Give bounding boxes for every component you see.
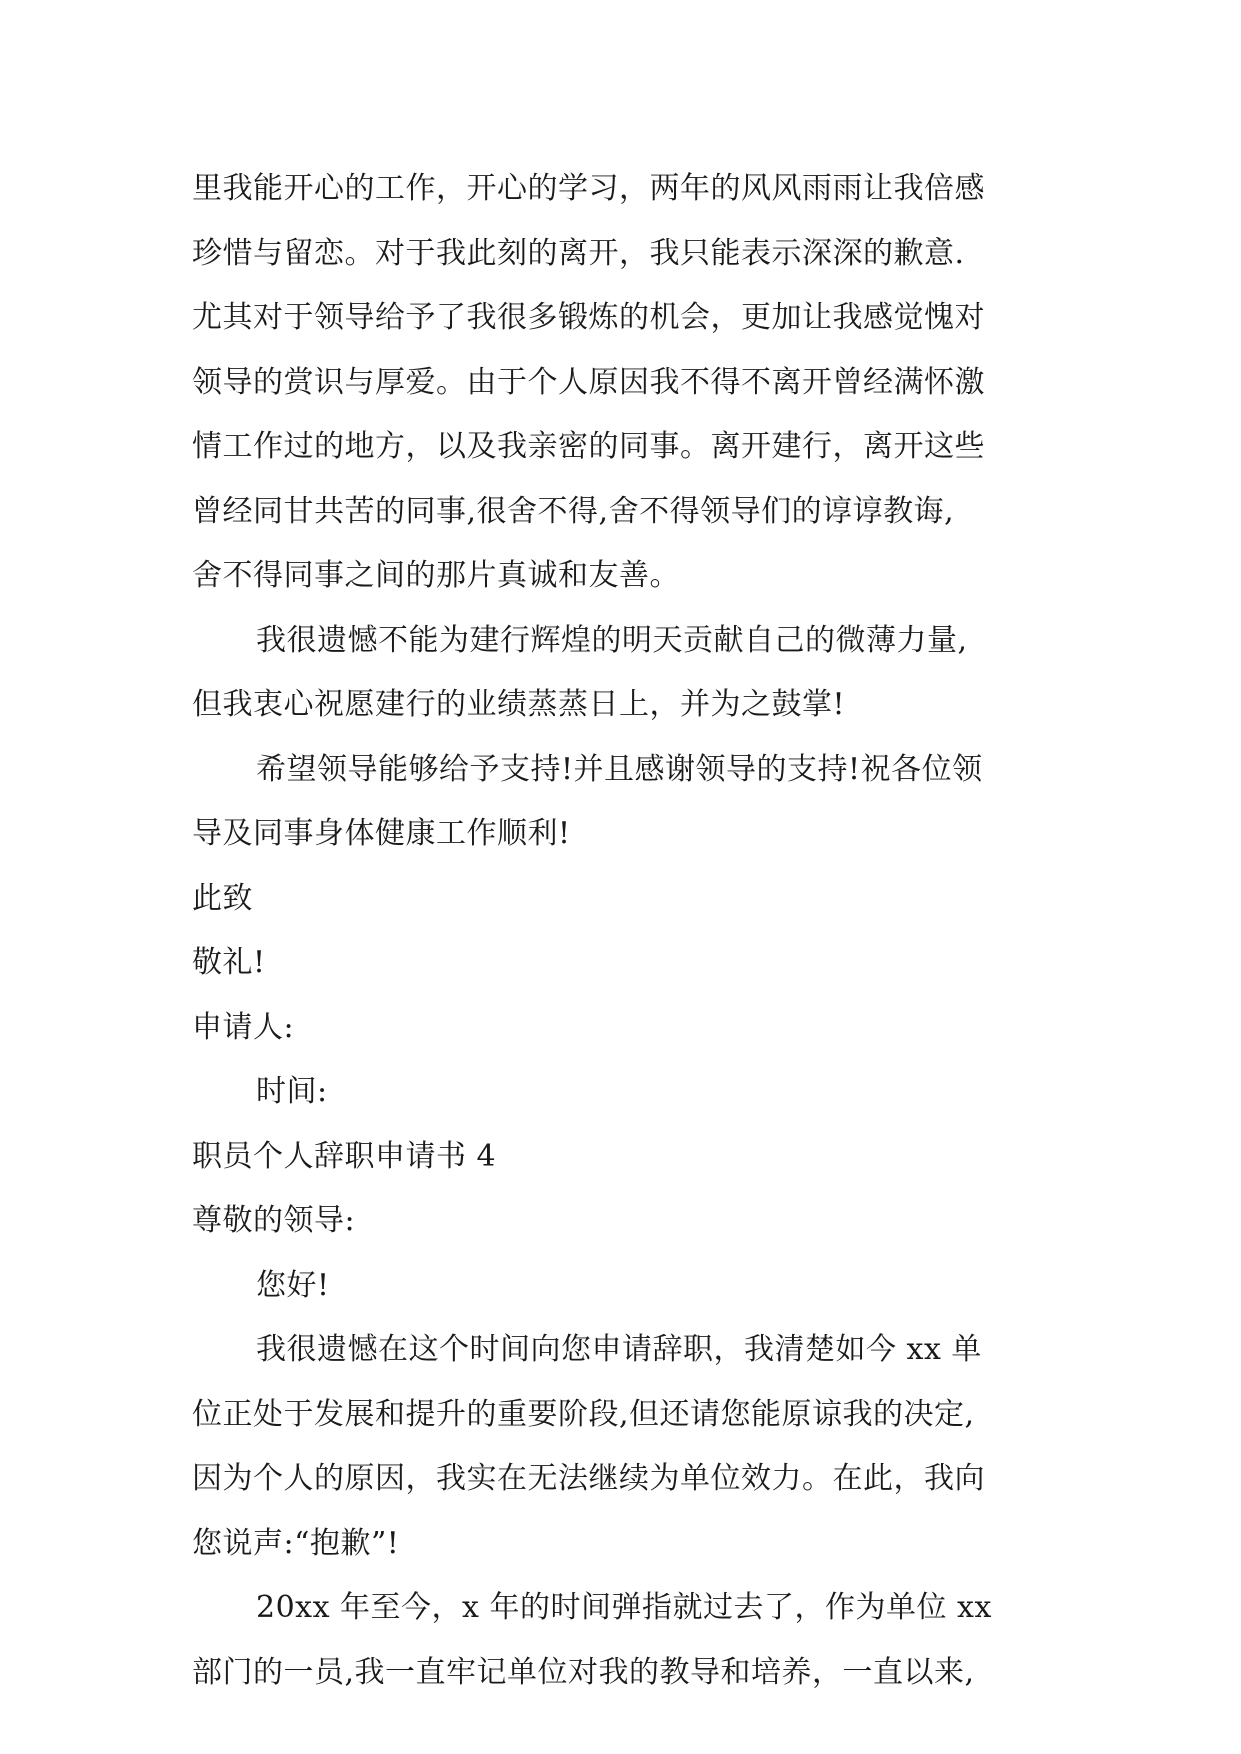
text-line: 曾经同甘共苦的同事,很舍不得,舍不得领导们的谆谆教诲, xyxy=(192,493,955,529)
closing-salutation: 此致 xyxy=(192,880,253,916)
document-body xyxy=(192,157,1052,1705)
date-label: 时间: xyxy=(256,1074,328,1109)
text-line: 部门的一员,我一直牢记单位对我的教导和培养，一直以来, xyxy=(192,1654,975,1690)
text-line: 珍惜与留恋。对于我此刻的离开，我只能表示深深的歉意. xyxy=(192,235,965,271)
text-line: 20xx 年至今，x 年的时间弹指就过去了，作为单位 xx xyxy=(256,1590,992,1625)
closing-regards: 敬礼! xyxy=(192,945,266,980)
text-line: 我很遗憾不能为建行辉煌的明天贡献自己的微薄力量, xyxy=(256,622,968,658)
text-line: 领导的赏识与厚爱。由于个人原因我不得不离开曾经满怀激 xyxy=(192,364,985,400)
text-line: 您说声:“抱歉”! xyxy=(192,1525,400,1561)
text-line: 情工作过的地方，以及我亲密的同事。离开建行，离开这些 xyxy=(192,429,985,464)
greeting-recipient: 尊敬的领导: xyxy=(192,1203,356,1238)
text-line: 舍不得同事之间的那片真诚和友善。 xyxy=(192,558,680,593)
text-line: 希望领导能够给予支持!并且感谢领导的支持!祝各位领 xyxy=(256,751,983,787)
text-line: 因为个人的原因，我实在无法继续为单位效力。在此，我向 xyxy=(192,1461,985,1496)
text-line: 尤其对于领导给予了我很多锻炼的机会，更加让我感觉愧对 xyxy=(192,300,985,335)
section-title: 职员个人辞职申请书 4 xyxy=(192,1138,497,1174)
text-line: 里我能开心的工作，开心的学习，两年的风风雨雨让我倍感 xyxy=(192,171,985,206)
text-line: 但我衷心祝愿建行的业绩蒸蒸日上，并为之鼓掌! xyxy=(192,687,846,722)
applicant-label: 申请人: xyxy=(192,1009,295,1045)
text-line: 我很遗憾在这个时间向您申请辞职，我清楚如今 xx 单 xyxy=(256,1332,982,1367)
text-line: 位正处于发展和提升的重要阶段,但还请您能原谅我的决定, xyxy=(192,1396,975,1432)
text-line: 导及同事身体健康工作顺利! xyxy=(192,816,571,851)
greeting: 您好! xyxy=(256,1267,330,1303)
